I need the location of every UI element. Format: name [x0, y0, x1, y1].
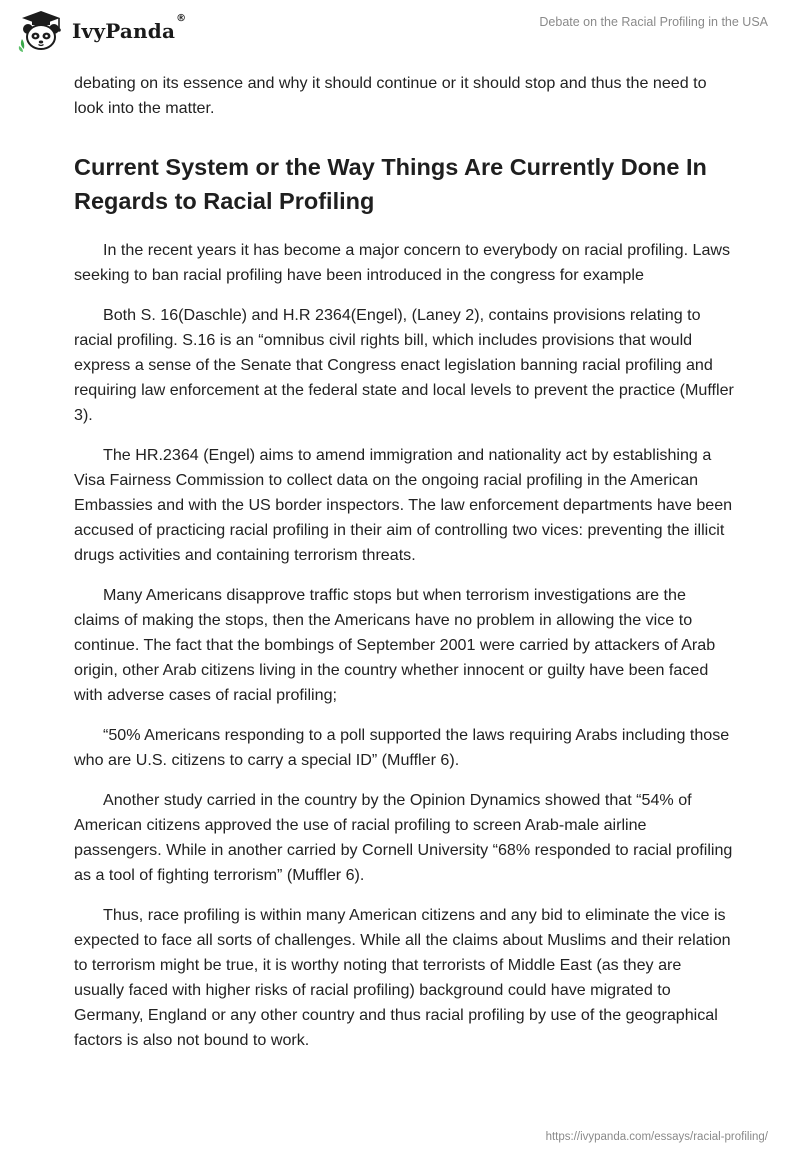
- body-paragraph-3: The HR.2364 (Engel) aims to amend immigration and nationality act by establishing a Visa Fairness Commission to collect data on the ongoing racial profiling in the American Embassies and with the US border inspectors. The law enforcement departments have been accused of practicing racial profiling in their aim of controlling two vices: preventing the illicit drugs activities and containing terrorism threats.: [74, 446, 733, 564]
- page-header: [0, 0, 800, 60]
- body-paragraph-1: In the recent years it has become a major concern to everybody on racial profiling. Laws seeking to ban racial profiling have been introduced in the congress for example: [74, 241, 731, 284]
- body-paragraph-2: Both S. 16(Daschle) and H.R 2364(Engel), (Laney 2), contains provisions relating to racial profiling. S.16 is an “omnibus civil rights bill, which includes provisions that would express a sense of the Senate that Congress enact legislation banning racial profiling and requiring law enforcement at the federal state and local levels to prevent the practice (Muffler 3).: [74, 306, 734, 424]
- body-paragraph-6: Another study carried in the country by the Opinion Dynamics showed that “54% of American citizens approved the use of racial profiling to screen Arab-male airline passengers. While in another carried by Cornell University “68% responded to racial profiling as a tool of fighting terrorism” (Muffler 6).: [74, 791, 733, 884]
- section-heading: Current System or the Way Things Are Currently Done In Regards to Racial Profiling: [74, 154, 707, 214]
- body-paragraph-7: Thus, race profiling is within many American citizens and any bid to eliminate the vice is expected to face all sorts of challenges. While all the claims about Muslims and their relation to terrorism might be true, it is worthy noting that terrorists of Middle East (as they are usually faced with higher risks of racial profiling) background could have migrated to Germany, England or any other country and thus racial profiling by use of the geographical factors is also not bound to work.: [74, 906, 731, 1049]
- brand-name: IvyPanda®: [72, 13, 187, 43]
- essay-content: [74, 71, 734, 1068]
- source-url[interactable]: https://ivypanda.com/essays/racial-profiling/: [545, 1131, 768, 1143]
- document-title: Debate on the Racial Profiling in the USA: [539, 15, 768, 29]
- body-paragraph-4: Many Americans disapprove traffic stops but when terrorism investigations are the claims of making the stops, then the Americans have no problem in allowing the vice to continue. The fact that the bombings of September 2001 were carried by attackers of Arab origin, other Arab citizens living in the country whether innocent or guilty have been faced with adverse cases of racial profiling;: [74, 586, 716, 704]
- quote-paragraph: “50% Americans responding to a poll supported the laws requiring Arabs including those who are U.S. citizens to carry a special ID” (Muffler 6).: [74, 726, 730, 769]
- brand-logo[interactable]: [16, 9, 186, 53]
- registered-mark: ®: [176, 13, 187, 24]
- intro-paragraph: debating on its essence and why it should continue or it should stop and thus the need to look into the matter.: [74, 74, 707, 117]
- panda-graduate-logo-icon: [16, 9, 66, 53]
